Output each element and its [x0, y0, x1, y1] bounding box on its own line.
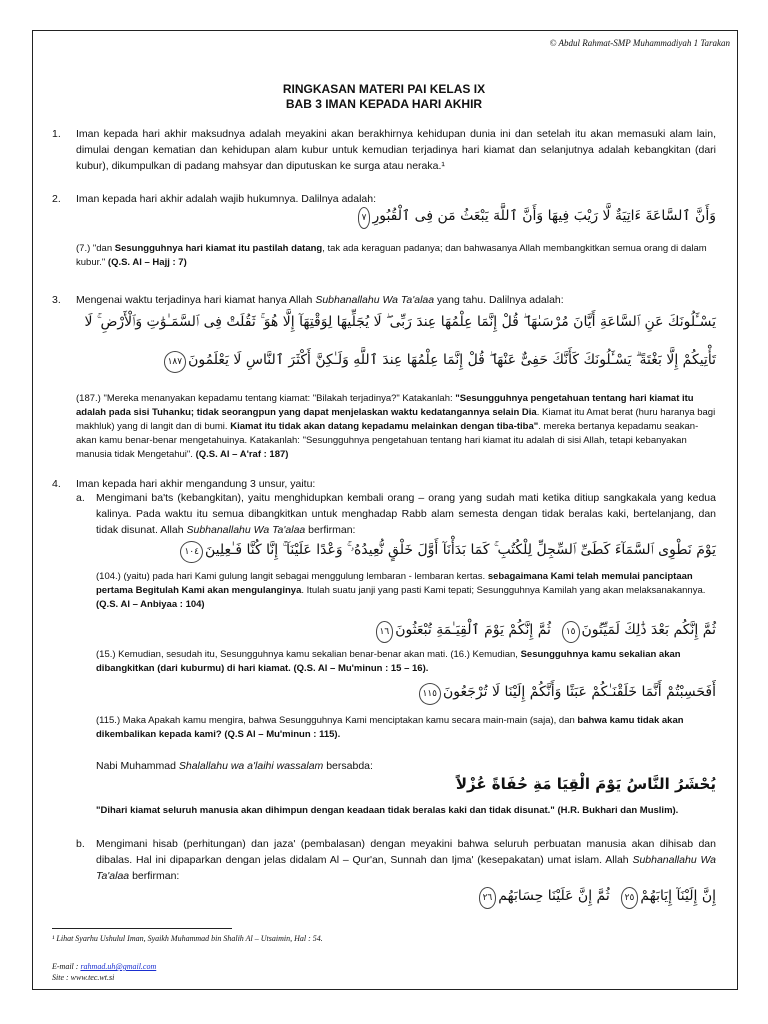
arabic-verse: [96, 620, 716, 643]
sub-item-a-text: Mengimani ba'ts (kebangkitan), yaitu menghidupkan kembali orang – orang yang sudah mati ketika ditiup sangkakala yang kedua kalinya. Pada waktu itu semua dibangkitkan untuk menghadap Rabb alam semesta dengan tidak beralas kaki, bertelanjang, dan tidak disunat. Allah Subhanallahu Wa Ta'alaa berfirman:: [96, 492, 716, 536]
translation-3: (104.) (yaitu) pada hari Kami gulung langit sebagai menggulung lembaran - lembaran kertas. sebagaimana Kami telah memulai panciptaan pertama Begitulah Kami akan mengulanginya. Itulah suatu janji yang pasti Kami tepati; Sesungguhnya Kamilah yang akan melaksanakannya. (Q.S. Al – Anbiyaa : 104): [96, 571, 706, 610]
arabic-verse: [76, 350, 716, 373]
arabic-text: يَوْمَ نَطْوِى ٱلسَّمَآءَ كَطَىِّ ٱلسِّجِلِّ لِلْكُتُبِ ۚ كَمَا بَدَأْنَآ أَوَّلَ خَلْقٍ نُّعِيدُهُۥ ۚ وَعْدًا عَلَيْنَآ ۚ إِنَّا كُنَّا فَـٰعِلِينَ: [204, 542, 716, 558]
item-number: 3.: [52, 294, 61, 306]
sub-item-b-text: Mengimani hisab (perhitungan) dan jaza' (pembalasan) dengan meyakini bahwa seluruh perbuatan manusia akan dihisab dan dibalas. Hal ini dipaparkan dengan jelas didalam Al – Qur'an, Sunnah dan Ijma' (kesepakatan) umat islam. Allah Subhanallahu Wa Ta'alaa berfirman:: [96, 838, 717, 882]
arabic-text: تَأْتِيكُمْ إِلَّا بَغْتَةً ۗ يَسْـَٔلُونَكَ كَأَنَّكَ حَفِىٌّ عَنْهَا ۖ قُلْ إِنَّمَا عِلْمُهَا عِندَ ٱللَّهِ وَلَـٰكِنَّ أَكْثَرَ ٱلنَّاسِ لَا يَعْلَمُونَ: [188, 352, 716, 368]
arabic-verse: [96, 540, 716, 563]
verse-number: ٢٦: [479, 887, 497, 909]
verse-number: ٧: [358, 207, 371, 229]
item-number: 1.: [52, 128, 61, 140]
hadith-arabic: يُحْشَرُ النَّاسُ يَوْمَ الْقِيَا مَةِ حُفَاةً عُزْلاً: [455, 775, 716, 793]
sub-item-label: a.: [76, 492, 85, 504]
item-4-text: Iman kepada hari akhir mengandung 3 unsur, yaitu:: [76, 478, 316, 490]
chapter-title: BAB 3 IMAN KEPADA HARI AKHIR: [285, 97, 483, 111]
item-1-text: Iman kepada hari akhir maksudnya adalah meyakini akan berakhirnya kehidupan dunia ini dan setelah itu akan memasuki alam lain, dimulai dengan kematian dan kehidupan alam kubur untuk kemudian terjadinya hari kiamat dan selanjutnya adalah kebangkitan (dari kubur), dikumpulkan di padang mahsyar dan diputuskan ke surga atau neraka.¹: [76, 128, 716, 172]
verse-number: ١٨٧: [164, 351, 187, 373]
arabic-text: وَأَنَّ ٱلسَّاعَةَ ءَاتِيَةٌ لَّا رَيْبَ فِيهَا وَأَنَّ ٱللَّهَ يَبْعَثُ مَن فِى ٱلْقُبُورِ: [372, 208, 716, 224]
hadith-intro: Nabi Muhammad Shalallahu wa a'laihi wassalam bersabda:: [96, 760, 373, 772]
item-3-text: Mengenai waktu terjadinya hari kiamat hanya Allah Subhanallahu Wa Ta'alaa yang tahu. Dalilnya adalah:: [76, 294, 564, 306]
verse-number: ٢٥: [621, 887, 639, 909]
arabic-text: إِنَّ إِلَيْنَآ إِيَابَهُمْ: [640, 888, 716, 904]
translation-4: (15.) Kemudian, sesudah itu, Sesungguhnya kamu sekalian benar-benar akan mati. (16.) Kemudian, Sesungguhnya kamu sekalian akan dibangkitkan (dari kuburmu) di hari kiamat. (Q.S. Al – Mu'minun : 15 – 16).: [96, 649, 681, 674]
hadith-translation: "Dihari kiamat seluruh manusia akan dihimpun dengan keadaan tidak beralas kaki dan tidak disunat." (H.R. Bukhari dan Muslim).: [96, 805, 679, 816]
translation-2: (187.) "Mereka menanyakan kepadamu tentang kiamat: "Bilakah terjadinya?" Katakanlah: "Sesungguhnya pengetahuan tentang hari kiamat itu adalah pada sisi Tuhanku; tidak seorangpun yang dapat menjelaskan waktu kedatangannya selain Dia. Kiamat itu Amat berat (huru haranya bagi makhluk) yang di langit dan di bumi. Kiamat itu tidak akan datang kepadamu melainkan dengan tiba-tiba". mereka bertanya kepadamu seakan-akan kamu benar-benar mengetahuinya. Katakanlah: "Sesungguhnya pengetahuan tentang hari kiamat itu adalah di sisi Allah, tetapi kebanyakan manusia tidak Mengetahui". (Q.S. Al – A'raf : 187): [76, 393, 716, 460]
item-number: 4.: [52, 478, 61, 490]
verse-number: ١٥: [562, 621, 580, 643]
arabic-verse: [96, 886, 716, 909]
verse-number: ١٦: [376, 621, 394, 643]
arabic-verse: يَسْـَٔلُونَكَ عَنِ ٱلسَّاعَةِ أَيَّانَ مُرْسَىٰهَا ۖ قُلْ إِنَّمَا عِلْمُهَا عِندَ رَبِّى ۖ لَا يُجَلِّيهَا لِوَقْتِهَآ إِلَّا هُوَ ۚ ثَقُلَتْ فِى ٱلسَّمَـٰوَٰتِ وَٱلْأَرْضِ ۚ لَا: [84, 314, 716, 330]
item-2-text: Iman kepada hari akhir adalah wajib hukumnya. Dalilnya adalah:: [76, 193, 377, 205]
verse-number: ١٠٤: [180, 541, 203, 563]
arabic-text: أَفَحَسِبْتُمْ أَنَّمَا خَلَقْنَـٰكُمْ عَبَثًا وَأَنَّكُمْ إِلَيْنَا لَا تُرْجَعُونَ: [443, 684, 716, 700]
item-number: 2.: [52, 193, 61, 205]
email-link[interactable]: rahmad.uh@gmail.com: [80, 962, 157, 971]
translation-5: (115.) Maka Apakah kamu mengira, bahwa Sesungguhnya Kami menciptakan kamu secara main-main (saja), dan bahwa kamu tidak akan dikembalikan kepada kami? (Q.S Al – Mu'minun : 115).: [96, 715, 684, 740]
arabic-verse: [76, 206, 716, 229]
footnote-divider: [52, 928, 232, 929]
site-link[interactable]: www.tec.wt.si: [70, 973, 115, 982]
sub-item-label: b.: [76, 838, 85, 850]
arabic-verse: [96, 682, 716, 705]
email-line: E-mail : rahmad.uh@gmail.com: [52, 962, 157, 971]
site-line: Site : www.tec.wt.si: [52, 973, 115, 982]
footnote: ¹ Lihat Syarhu Ushulul Iman, Syaikh Muhammad bin Shalih Al – Utsaimin, Hal : 54.: [52, 934, 323, 943]
arabic-text: ثُمَّ إِنَّكُم بَعْدَ ذَٰلِكَ لَمَيِّتُونَ: [581, 622, 716, 638]
arabic-text: ثُمَّ إِنَّكُمْ يَوْمَ ٱلْقِيَـٰمَةِ تُبْعَثُونَ: [395, 622, 551, 638]
translation-1: (7.) "dan Sesungguhnya hari kiamat itu pastilah datang, tak ada keraguan padanya; dan bahwasanya Allah membangkitkan semua orang di dalam kubur." (Q.S. Al – Hajj : 7): [76, 243, 707, 268]
verse-number: ١١٥: [419, 683, 442, 705]
arabic-text: ثُمَّ إِنَّ عَلَيْنَا حِسَابَهُم: [498, 888, 610, 904]
author-credit: © Abdul Rahmat-SMP Muhammadiyah 1 Tarakan: [549, 38, 730, 48]
document-title: RINGKASAN MATERI PAI KELAS IX: [282, 82, 486, 96]
